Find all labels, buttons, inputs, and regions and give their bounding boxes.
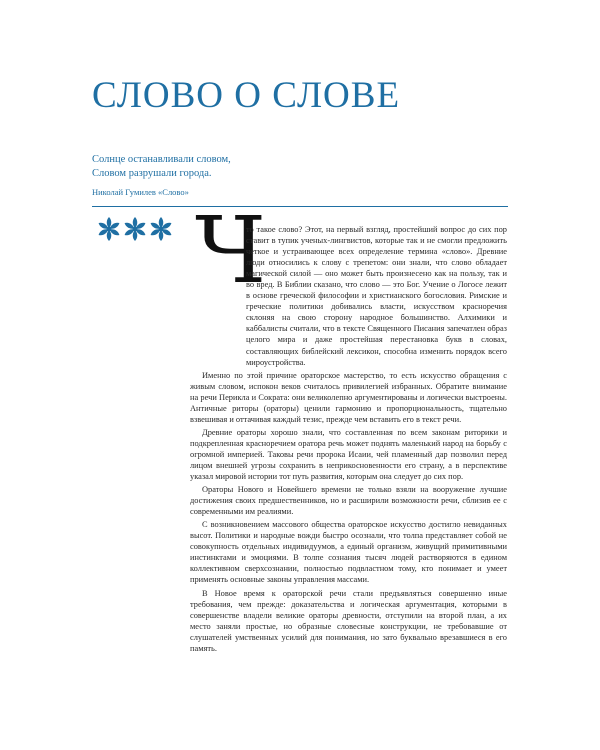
paragraph: Древние ораторы хорошо знали, что составленная по всем законам риторики и подкрепленная красноречием оратора речь может поднять маленький народ на борьбу с огромной империей. Таковы речи пророка Исаии, чей пламенный дар позволил перед лицом внешней угрозы сохранить в неприкосновенности его страну, а в перспективе указал мировой истории тот путь развития, которым она следует до сих пор. bbox=[190, 427, 507, 482]
paragraph: В Новое время к ораторской речи стали предъявляться совершенно иные требования, чем прежде: доказательства и логическая аргументация, которыми в совершенстве владели великие ораторы древности, отступили на второй план, а их место заняли простые, но образные словесные конструкции, не требовавшие от слушателей умственных усилий для понимания, но зато буквально врезавшиеся в его память. bbox=[190, 588, 507, 653]
paragraph: то такое слово? Этот, на первый взгляд, простейший вопрос до сих пор ставит в тупик ученых-лингвистов, которые так и не смогли предложить четкое и устраивающее всех определение термина «слово». Древние люди относились к слову с трепетом: они знали, что слово обладает магической силой — оно может быть произнесено как на пользу, так и во вред. В Библии сказано, что слово — это Бог. Учение о Логосе лежит в основе греческой философии и христианского богословия. Римские и греческие политики добивались власти, искусством красноречия склоняя на свою сторону народное большинство. Алхимики и каббалисты считали, что в тексте Священного Писания запечатлен образ целого мира и даже простейшая перестановка букв в словах, составляющих библейский лексикон, способна изменить порядок всего мироустройства. bbox=[246, 225, 507, 367]
flower-icon bbox=[122, 216, 148, 242]
ornament bbox=[96, 216, 174, 242]
divider-rule bbox=[92, 206, 508, 207]
flower-icon bbox=[96, 216, 122, 242]
paragraph: Ораторы Нового и Новейшего времени не только взяли на вооружение лучшие достижения своих предшественников, но и расширили возможности речи, сблизив ее с современными им реалиями. bbox=[190, 485, 507, 517]
drop-cap-letter: Ч bbox=[195, 197, 267, 304]
page-title: СЛОВО О СЛОВЕ bbox=[92, 75, 401, 116]
epigraph-source: Николай Гумилев «Слово» bbox=[92, 187, 189, 197]
epigraph bbox=[92, 153, 512, 198]
flower-icon bbox=[148, 216, 174, 242]
paragraph: Именно по этой причине ораторское мастерство, то есть искусство обращения с живым словом, испокон веков считалось привилегией избранных. Обратите внимание на речи Перикла и Сократа: они великолепно аргументированы и логически выстроены. Античные риторы (ораторы) ценили гармонию и пропорциональность, тщательно взвешивая и оттачивая каждый тезис, прежде чем вставить его в текст речи. bbox=[190, 370, 507, 424]
paragraph: С возникновением массового общества ораторское искусство достигло невиданных высот. Политики и народные вожди быстро осознали, что толпа представляет собой не совокупность отдельных индивидуумов, а единый организм, живущий примитивными инстинктами и эмоциями. В толпе сознания тысяч людей растворяются в едином коллективном сверхсознании, полностью подвластном тому, кто понимает и умеет применять основные законы управления массами. bbox=[190, 520, 507, 585]
epigraph-line-1: Солнце останавливали словом, bbox=[92, 154, 231, 165]
article-body bbox=[190, 224, 507, 654]
epigraph-line-2: Словом разрушали города. bbox=[92, 168, 212, 179]
